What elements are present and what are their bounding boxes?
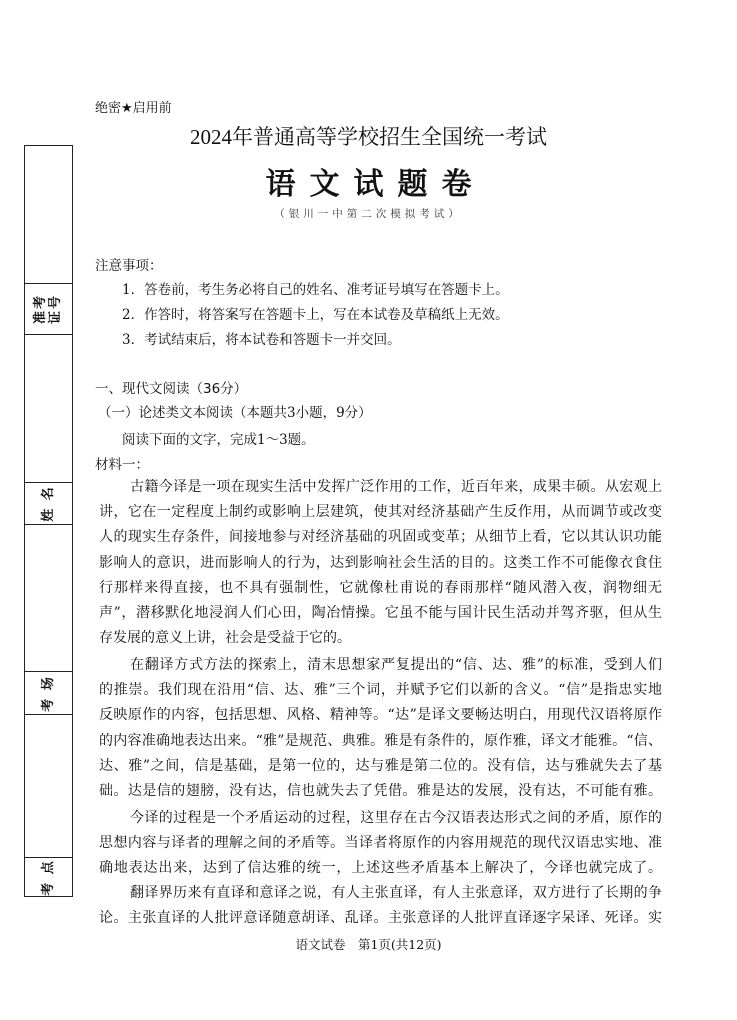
sidebar-label-exam-number — [25, 283, 72, 335]
material-label: 材料一： — [95, 457, 149, 473]
sidebar-label-text: 姓 名 — [41, 485, 56, 522]
section-heading: 一、现代文阅读（36分） — [95, 381, 248, 397]
exam-title: 2024年普通高等学校招生全国统一考试 — [190, 125, 547, 149]
paper-title: 语文试题卷 — [265, 167, 486, 202]
confidential-label: 绝密★启用前 — [95, 101, 172, 116]
exam-number-field[interactable] — [25, 337, 72, 482]
passage-line: 础。达是信的翅膀，没有达，信也就失去了凭借。雅是达的发展，没有达，不可能有雅。 — [99, 783, 662, 799]
passage-line: 讲，它在一定程度上制约或影响上层建筑，使其对经济基础产生反作用，从而调节或改变 — [99, 504, 662, 521]
sidebar-label-name — [25, 482, 72, 525]
passage-line: 声”，潜移默化地浸润人们心田，陶冶情操。它虽不能与国计民生活动并驾齐驱，但从生 — [99, 605, 662, 621]
passage-line: 今译的过程是一个矛盾运动的过程，这里存在古今汉语表达形式之间的矛盾，原作的 — [130, 810, 662, 826]
reading-instruction: 阅读下面的文字，完成1～3题。 — [122, 432, 315, 448]
passage-line: 达、雅”之间，信是基础，是第一位的，达与雅是第二位的。没有信，达与雅就失去了基 — [99, 757, 662, 774]
note-item: 2．作答时，将答案写在答题卡上，写在本试卷及草稿纸上无效。 — [122, 307, 509, 323]
subsection-heading: （一）论述类文本阅读（本题共3小题，9分） — [98, 405, 372, 421]
passage-line: 影响人的意识，进而影响人的行为，达到影响社会生活的目的。这类工作不可能像衣食住 — [99, 554, 662, 571]
name-field[interactable] — [25, 527, 72, 671]
sidebar-label-text: 准考 证号 — [33, 293, 64, 325]
passage-line: 行那样来得直接，也不具有强制性，它就像杜甫说的春雨那样“随风潜入夜，润物细无 — [99, 579, 662, 596]
passage-line: 存发展的意义上讲，社会是受益于它的。 — [99, 630, 351, 647]
sidebar-label-text: 考 场 — [41, 674, 56, 712]
passage-line: 人的现实生存条件，间接地参与对经济基础的巩固或变革；从细节上看，它以其认识功能 — [99, 529, 662, 546]
sidebar-label-text: 考 点 — [41, 859, 56, 896]
passage-line: 翻译界历来有直译和意译之说，有人主张直译，有人主张意译，双方进行了长期的争 — [130, 885, 662, 901]
passage-line: 思想内容与译者的理解之间的矛盾等。当译者将原作的内容用规范的现代汉语忠实地、准 — [99, 835, 662, 852]
room-field[interactable] — [25, 717, 72, 857]
note-item: 1．答卷前，考生务必将自己的姓名、准考证号填写在答题卡上。 — [122, 282, 509, 298]
passage-line: 的推崇。我们现在沿用“信、达、雅”三个词，并赋予它们以新的含义。“信”是指忠实地 — [99, 682, 662, 699]
passage-line: 论。主张直译的人批评意译随意胡译、乱译。主张意译的人批评直译逐字呆译、死译。实 — [99, 910, 662, 927]
note-item: 3．考试结束后，将本试卷和答题卡一并交回。 — [122, 332, 401, 348]
passage-line: 反映原作的内容，包括思想、风格、精神等。“达”是译文要畅达明白，用现代汉语将原作 — [99, 707, 662, 724]
passage-line: 的内容准确地表达出来。“雅”是规范、典雅。雅是有条件的，原作雅，译文才能雅。“信、 — [99, 732, 662, 749]
passage-line: 在翻译方式方法的探索上，清末思想家严复提出的“信、达、雅”的标准，受到人们 — [130, 657, 662, 673]
passage-line: 确地表达出来，达到了信达雅的统一，上述这些矛盾基本上解决了，今译也就完成了。 — [99, 860, 662, 877]
page-footer: 语文试卷 第1页(共12页) — [295, 937, 442, 952]
student-info-sidebar — [24, 145, 73, 897]
exam-subtitle: （银川一中第二次模拟考试） — [274, 208, 463, 220]
sidebar-label-site — [25, 857, 72, 897]
passage-line: 古籍今译是一项在现实生活中发挥广泛作用的工作，近百年来，成果丰硕。从宏观上 — [130, 479, 662, 495]
notes-heading: 注意事项： — [95, 258, 163, 274]
sidebar-label-room — [25, 671, 72, 715]
